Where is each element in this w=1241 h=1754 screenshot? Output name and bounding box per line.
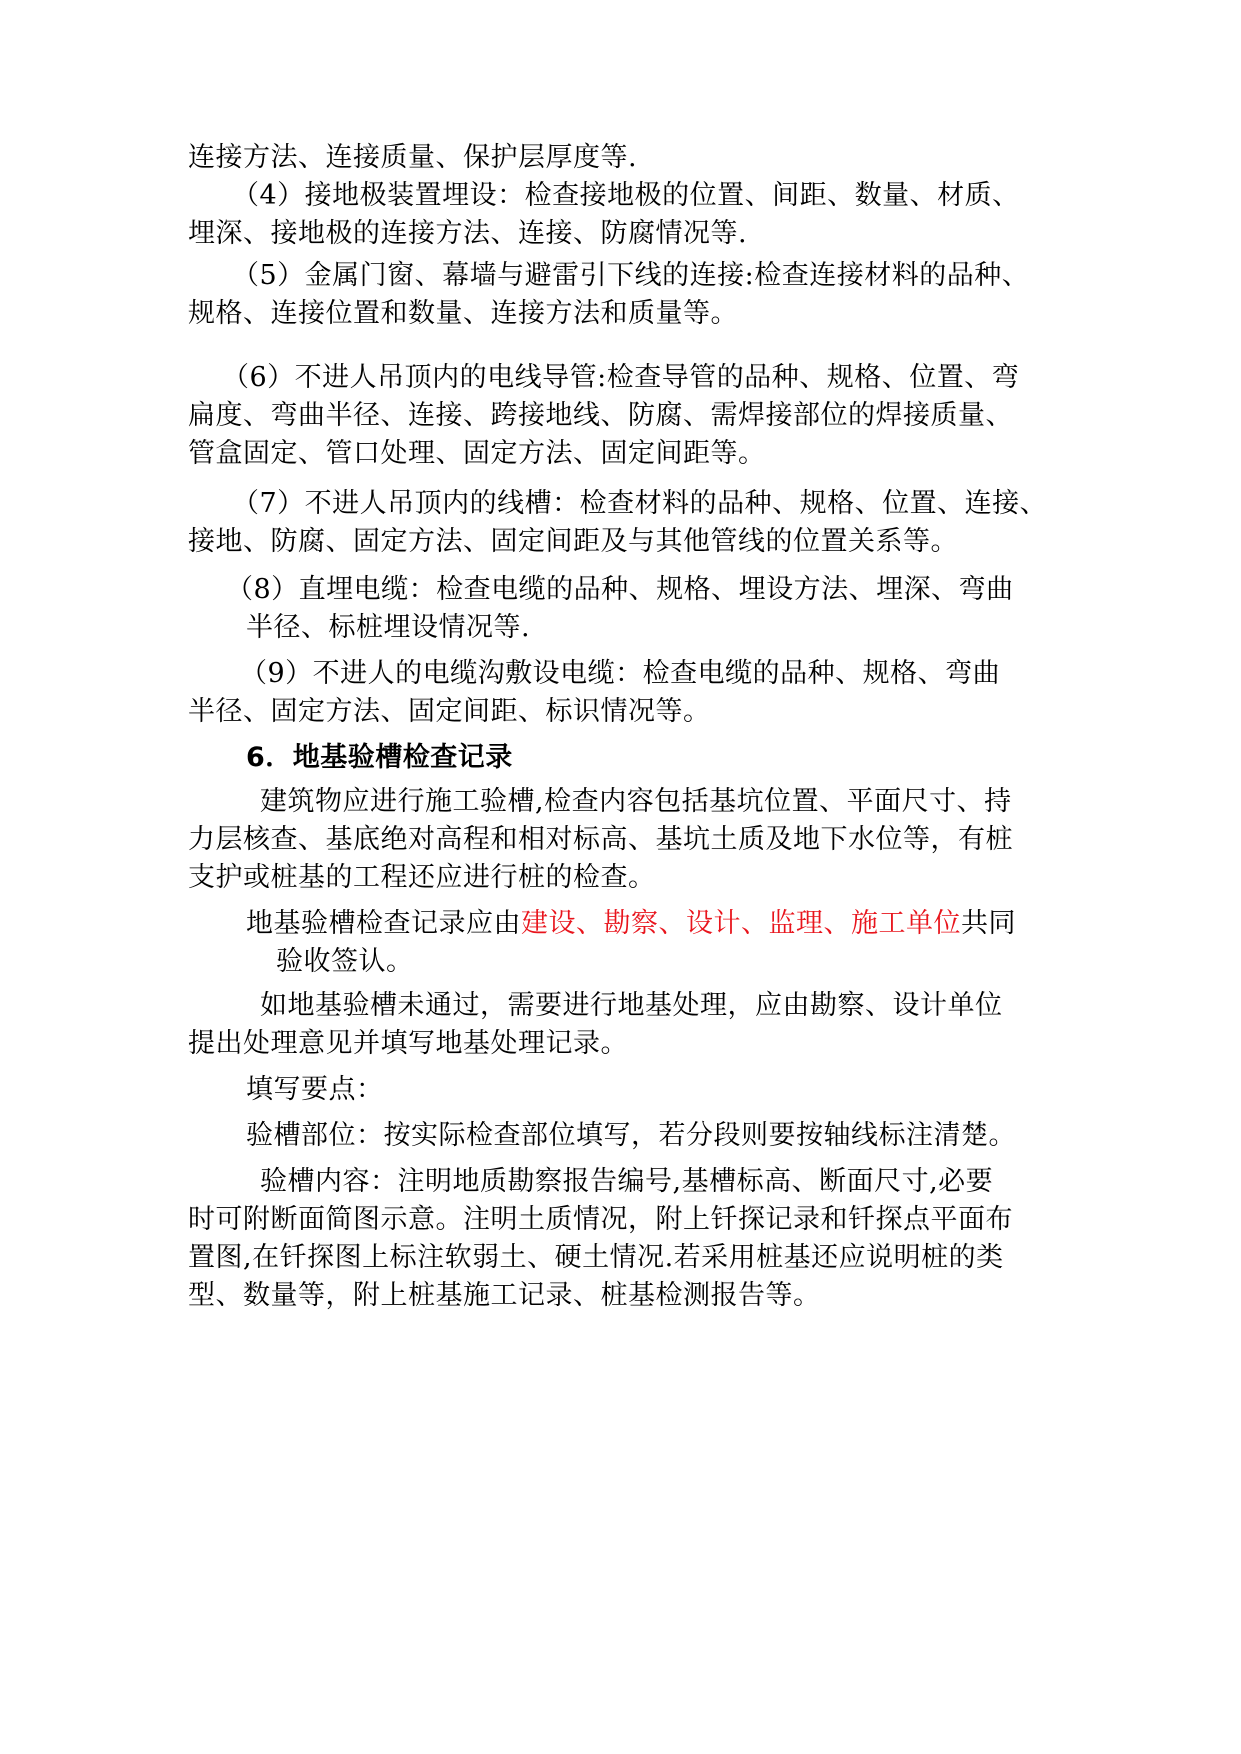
text-line: （5）金属门窗、幕墙与避雷引下线的连接:检查连接材料的品种、 bbox=[232, 260, 1030, 291]
text-line: 连接方法、连接质量、保护层厚度等. bbox=[188, 142, 638, 173]
text-line: 验槽部位：按实际检查部位填写，若分段则要按轴线标注清楚。 bbox=[246, 1120, 1016, 1151]
text-line: 管盒固定、管口处理、固定方法、固定间距等。 bbox=[188, 438, 766, 469]
text-line: （9）不进人的电缆沟敷设电缆：检查电缆的品种、规格、弯曲 bbox=[240, 658, 1001, 689]
text-line: 型、数量等，附上桩基施工记录、桩基检测报告等。 bbox=[188, 1280, 821, 1311]
fill-points-title: 填写要点： bbox=[246, 1074, 384, 1105]
text-line: 扁度、弯曲半径、连接、跨接地线、防腐、需焊接部位的焊接质量、 bbox=[188, 400, 1013, 431]
highlighted-text: 建设、勘察、设计、监理、施工单位 bbox=[521, 908, 961, 939]
text-line: 接地、防腐、固定方法、固定间距及与其他管线的位置关系等。 bbox=[188, 526, 958, 557]
section-heading: 6．地基验槽检查记录 bbox=[246, 742, 513, 773]
text-segment: 地基验槽检查记录应由 bbox=[246, 908, 521, 939]
text-line: 验槽内容：注明地质勘察报告编号,基槽标高、断面尺寸,必要 bbox=[260, 1166, 994, 1197]
text-line: 验收签认。 bbox=[276, 946, 414, 977]
text-line: （6）不进人吊顶内的电线导管:检查导管的品种、规格、位置、弯 bbox=[222, 362, 1020, 393]
text-line: 提出处理意见并填写地基处理记录。 bbox=[188, 1028, 628, 1059]
text-line: 半径、固定方法、固定间距、标识情况等。 bbox=[188, 696, 711, 727]
text-line: 力层核查、基底绝对高程和相对标高、基坑土质及地下水位等，有桩 bbox=[188, 824, 1013, 855]
text-line: （7）不进人吊顶内的线槽：检查材料的品种、规格、位置、连接、 bbox=[232, 488, 1048, 519]
text-line: 半径、标桩埋设情况等. bbox=[246, 612, 531, 643]
text-line: 时可附断面简图示意。注明土质情况，附上钎探记录和钎探点平面布 bbox=[188, 1204, 1013, 1235]
text-line: （8）直埋电缆：检查电缆的品种、规格、埋设方法、埋深、弯曲 bbox=[226, 574, 1014, 605]
text-segment: 共同 bbox=[961, 908, 1016, 939]
text-line: 规格、连接位置和数量、连接方法和质量等。 bbox=[188, 298, 738, 329]
text-line: 如地基验槽未通过，需要进行地基处理，应由勘察、设计单位 bbox=[260, 990, 1003, 1021]
text-line-with-highlight bbox=[246, 906, 1016, 942]
text-line: 置图,在钎探图上标注软弱土、硬土情况.若采用桩基还应说明桩的类 bbox=[188, 1242, 1004, 1273]
text-line: 建筑物应进行施工验槽,检查内容包括基坑位置、平面尺寸、持 bbox=[260, 786, 1012, 817]
text-line: 埋深、接地极的连接方法、连接、防腐情况等. bbox=[188, 218, 748, 249]
text-line: 支护或桩基的工程还应进行桩的检查。 bbox=[188, 862, 656, 893]
text-line: （4）接地极装置埋设：检查接地极的位置、间距、数量、材质、 bbox=[232, 180, 1020, 211]
